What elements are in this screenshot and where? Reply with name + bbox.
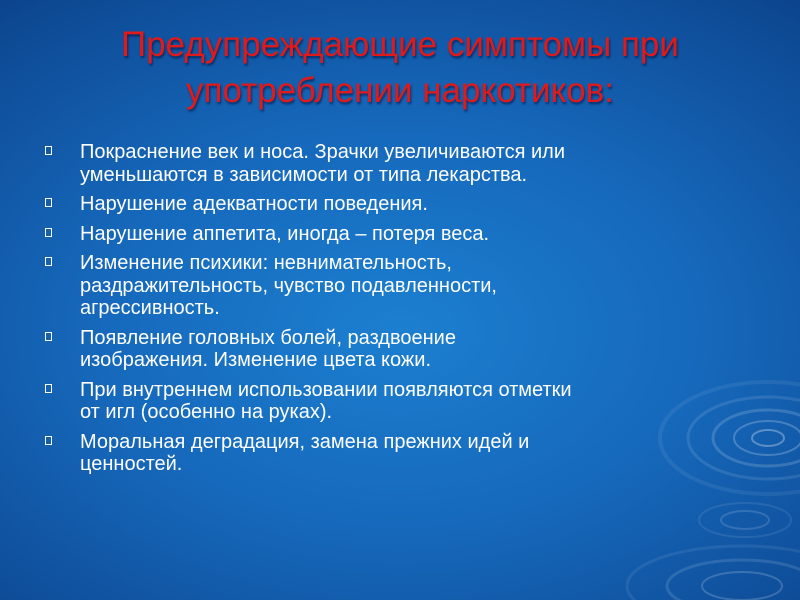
list-item — [44, 252, 744, 320]
list-item-line: При внутреннем использовании появляются отметки — [80, 378, 572, 401]
list-item-line: Изменение психики: невнимательность, — [80, 252, 452, 274]
list-item — [44, 431, 744, 476]
list-item-line: Нарушение адекватности поведения. — [80, 193, 428, 215]
square-bullet-icon — [44, 432, 54, 446]
slide-title-line-1: Предупреждающие симптомы при — [121, 25, 679, 64]
slide-title — [60, 22, 740, 114]
square-bullet-icon — [44, 142, 54, 156]
square-bullet-icon — [44, 328, 54, 342]
square-bullet-icon — [44, 380, 54, 394]
square-bullet-icon — [44, 194, 54, 208]
symptom-list — [44, 141, 744, 483]
list-item-line: агрессивность. — [80, 297, 220, 319]
square-bullet-icon — [44, 224, 54, 238]
list-item-line: уменьшаются в зависимости от типа лекарства. — [80, 163, 528, 186]
list-item-line: Нарушение аппетита, иногда – потеря веса. — [80, 222, 490, 245]
list-item-line: Появление головных болей, раздвоение — [80, 326, 456, 349]
list-item — [44, 193, 744, 216]
list-item — [44, 379, 744, 424]
list-item — [44, 223, 744, 246]
list-item-line: ценностей. — [80, 453, 183, 475]
list-item — [44, 327, 744, 372]
list-item — [44, 141, 744, 186]
slide-title-line-2: употреблении наркотиков: — [186, 71, 614, 110]
list-item-line: изображения. Изменение цвета кожи. — [80, 349, 431, 371]
list-item-line: Моральная деградация, замена прежних идей и — [80, 430, 530, 453]
list-item-line: Покраснение век и носа. Зрачки увеличиваются или — [80, 141, 566, 163]
square-bullet-icon — [44, 253, 54, 267]
list-item-line: от игл (особенно на руках). — [80, 401, 333, 423]
list-item-line: раздражительность, чувство подавленности, — [80, 274, 497, 297]
